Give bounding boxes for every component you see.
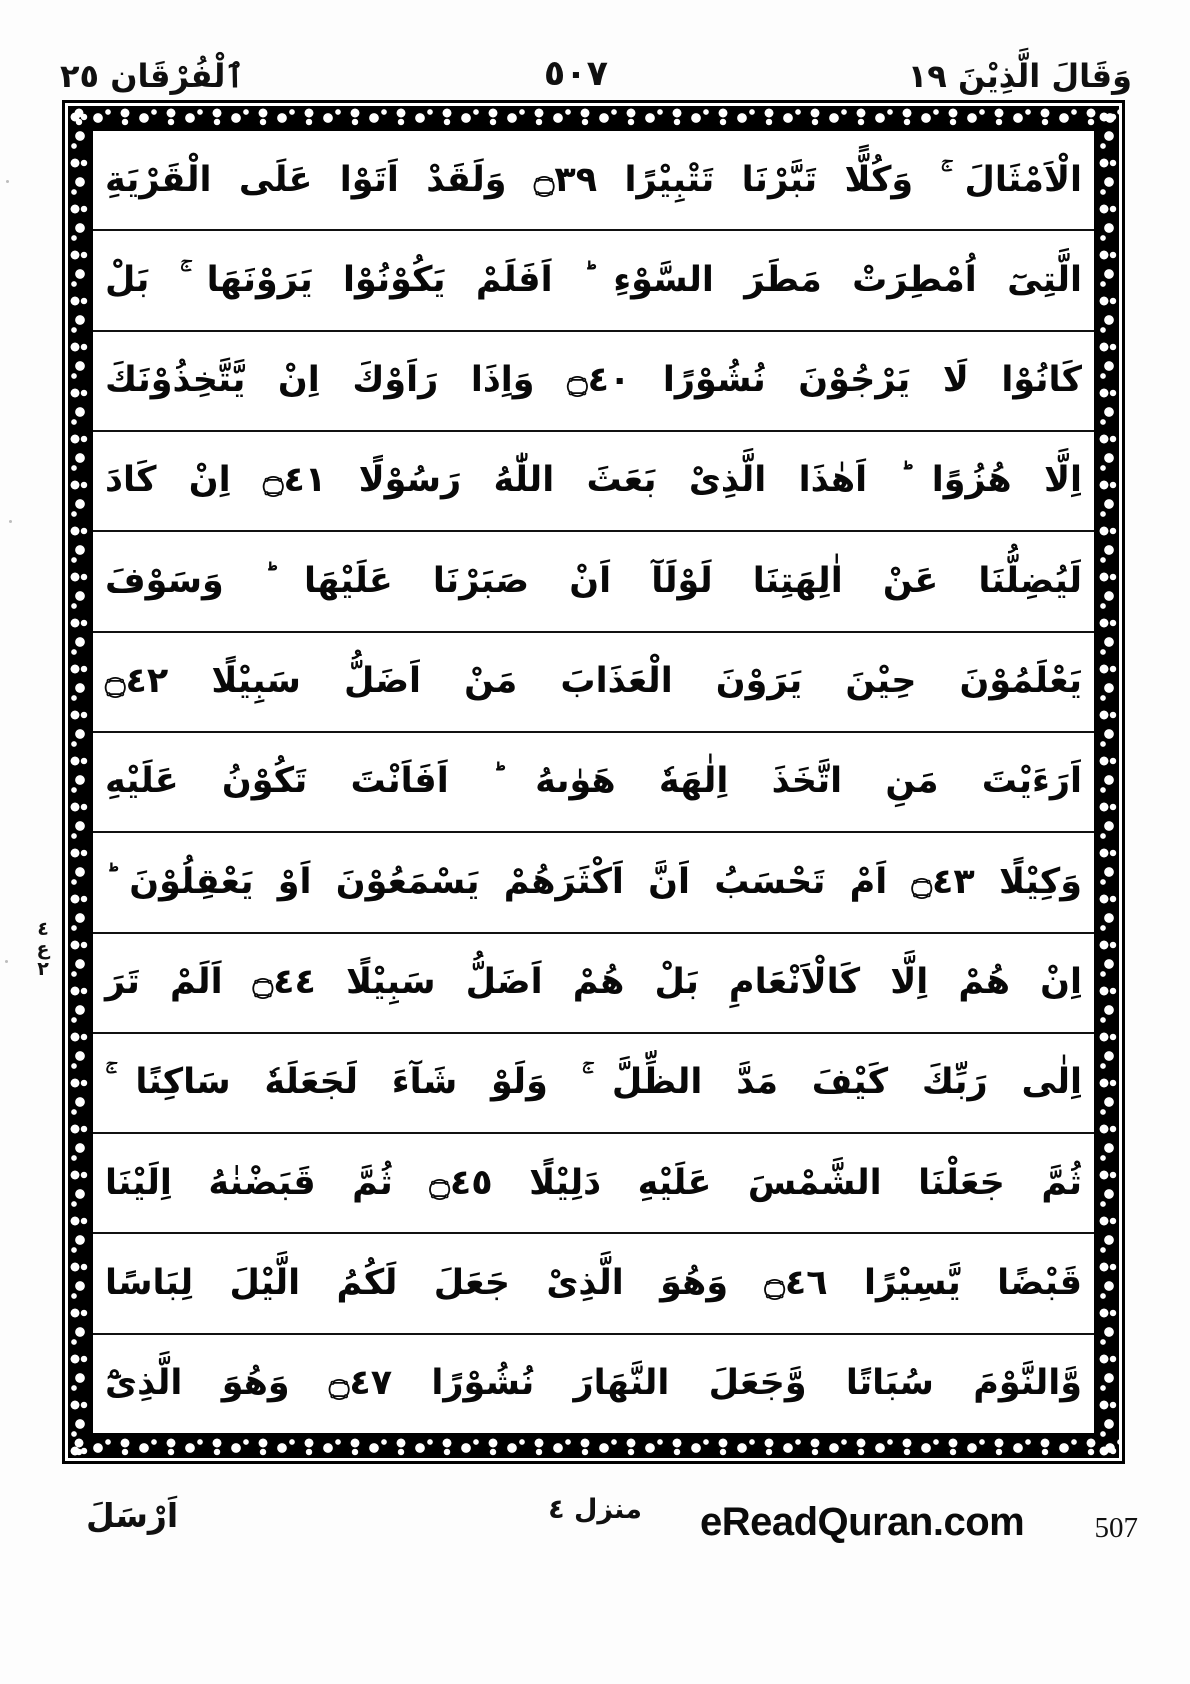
ayah-line-text: اِلَّا هُزُوًا ؕ اَهٰذَا الَّذِىْ بَعَثَ اللّٰهُ رَسُوْلًا ۝٤١ اِنْ كَادَ <box>105 460 1082 501</box>
ayah-line-text: اِلٰى رَبِّكَ كَيْفَ مَدَّ الظِّلَّ ۚ وَلَوْ شَآءَ لَجَعَلَهٗ سَاكِنًا ۚ <box>105 1062 1082 1103</box>
ayah-line-text: اَرَءَيْتَ مَنِ اتَّخَذَ اِلٰهَهٗ هَوٰىهُ ؕ اَفَاَنْتَ تَكُوْنُ عَلَيْهِ <box>105 761 1082 802</box>
ayah-line-text: اِنْ هُمْ اِلَّا كَالْاَنْعَامِ بَلْ هُمْ اَضَلُّ سَبِيْلًا ۝٤٤ اَلَمْ تَرَ <box>105 962 1082 1002</box>
page-number-latin: 507 <box>1094 1512 1138 1544</box>
ayah-line-text: كَانُوْا لَا يَرْجُوْنَ نُشُوْرًا ۝٤٠ وَاِذَا رَاَوْكَ اِنْ يَّتَّخِذُوْنَكَ <box>105 360 1082 401</box>
ruku-marker-glyph: ع <box>36 937 50 960</box>
manzil-label: منزل ٤ <box>548 1494 642 1525</box>
ayah-line-text: الَّتِىٓ اُمْطِرَتْ مَطَرَ السَّوْءِ ؕ اَفَلَمْ يَكُوْنُوْا يَرَوْنَهَا ۚ بَلْ <box>105 259 1082 300</box>
ornate-border-frame <box>62 100 1125 1464</box>
scan-speckle <box>6 180 9 183</box>
ruku-marker <box>22 920 64 980</box>
page-header <box>60 34 1132 95</box>
ayah-line <box>93 131 1094 231</box>
ruku-marker-top: ٤ <box>37 918 49 940</box>
ayah-line <box>93 1335 1094 1433</box>
ayah-line <box>93 1034 1094 1134</box>
page-footer <box>0 1486 1190 1606</box>
ayah-line <box>93 934 1094 1034</box>
ayah-line <box>93 733 1094 833</box>
catchword: اَرْسَلَ <box>86 1496 179 1535</box>
ayah-line <box>93 1234 1094 1334</box>
surah-label: ٱلْفُرْقَان ٢٥ <box>60 57 245 95</box>
ayah-line-text: يَعْلَمُوْنَ حِيْنَ يَرَوْنَ الْعَذَابَ مَنْ اَضَلُّ سَبِيْلًا ۝٤٢ <box>105 661 1082 702</box>
site-watermark: eReadQuran.com <box>700 1500 1025 1544</box>
ayah-line-text: وَّالنَّوْمَ سُبَاتًا وَّجَعَلَ النَّهَارَ نُشُوْرًا ۝٤٧ وَهُوَ الَّذِىْٓ <box>105 1363 1082 1404</box>
ayah-line <box>93 1134 1094 1234</box>
ayah-line <box>93 432 1094 532</box>
ayah-line <box>93 532 1094 632</box>
ayah-text-block <box>90 128 1097 1436</box>
ruku-marker-bottom: ٢ <box>37 957 49 980</box>
ayah-line-text: الْاَمْثَالَ ۚ وَكُلًّا تَبَّرْنَا تَتْبِيْرًا ۝٣٩ وَلَقَدْ اَتَوْا عَلَى الْقَرْيَةِ <box>105 159 1083 200</box>
ayah-line-text: قَبْضًا يَّسِيْرًا ۝٤٦ وَهُوَ الَّذِىْ جَعَلَ لَكُمُ الَّيْلَ لِبَاسًا <box>105 1262 1082 1303</box>
page-number-arabic: ٥٠٧ <box>543 54 609 94</box>
ayah-line-text: ثُمَّ جَعَلْنَا الشَّمْسَ عَلَيْهِ دَلِيْلًا ۝٤٥ ثُمَّ قَبَضْنٰهُ اِلَيْنَا <box>105 1162 1082 1203</box>
ayah-line <box>93 231 1094 331</box>
scan-speckle <box>5 960 8 963</box>
ayah-line <box>93 833 1094 933</box>
ayah-line <box>93 332 1094 432</box>
ayah-line-text: وَكِيْلًا ۝٤٣ اَمْ تَحْسَبُ اَنَّ اَكْثَرَهُمْ يَسْمَعُوْنَ اَوْ يَعْقِلُوْنَ ؕ <box>105 861 1082 902</box>
ayah-line <box>93 633 1094 733</box>
ayah-line-text: لَيُضِلُّنَا عَنْ اٰلِهَتِنَا لَوْلَآ اَنْ صَبَرْنَا عَلَيْهَا ؕ وَسَوْفَ <box>105 560 1082 601</box>
scan-speckle <box>9 520 12 523</box>
juz-label: وَقَالَ الَّذِيْنَ ١٩ <box>907 57 1132 95</box>
